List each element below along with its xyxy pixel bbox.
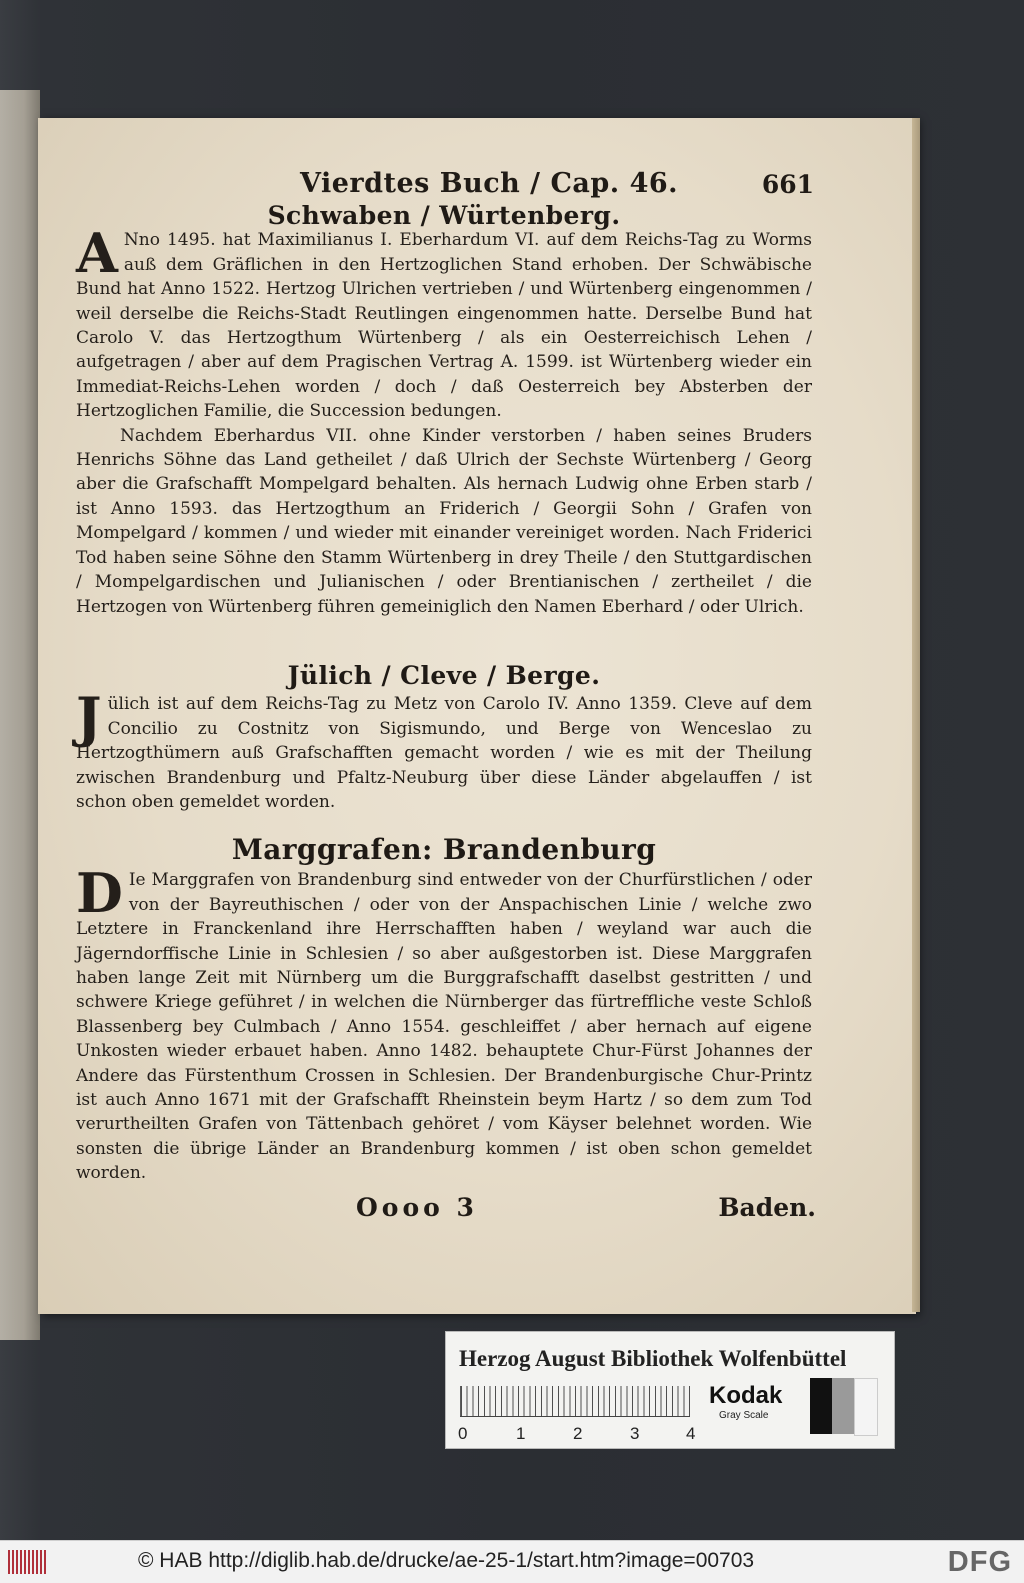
page-edge xyxy=(912,118,920,1312)
page-footer xyxy=(76,1193,816,1227)
ruler-label: 0 xyxy=(458,1424,468,1443)
gray-patch-mid xyxy=(832,1378,854,1434)
ruler-label: 2 xyxy=(573,1424,583,1443)
ruler-label: 1 xyxy=(516,1424,526,1443)
scale-ruler xyxy=(460,1386,691,1416)
ruler-label: 4 xyxy=(686,1424,696,1443)
gray-scale-label: Gray Scale xyxy=(719,1410,769,1421)
viewer-footer-bar xyxy=(0,1540,1024,1583)
section-brandenburg xyxy=(76,833,812,1186)
signature-mark: Oooo 3 xyxy=(356,1193,478,1222)
ruler-baseline xyxy=(460,1416,690,1417)
section-heading: Marggrafen: Brandenburg xyxy=(231,833,657,866)
section-schwaben xyxy=(76,201,812,619)
gray-patch-white xyxy=(854,1378,878,1436)
section-juelich xyxy=(76,661,812,814)
color-calibration-card xyxy=(445,1331,895,1449)
dfg-logo: DFG xyxy=(947,1546,1012,1578)
section-heading: Jülich / Cleve / Berge. xyxy=(287,661,601,690)
section-heading: Schwaben / Würtenberg. xyxy=(267,201,621,230)
paragraph: ANno 1495. hat Maximilianus I. Eberhardum VI. auf dem Reichs-Tag zu Worms auß dem Gräflichen in den Hertzoglichen Stand erhoben. Der Schwäbische Bund hat Anno 1522. Hertzog Ulrichen vertrieben / und Würtenberg eingenommen / weil derselbe die Reichs-Stadt Reutlingen eingenommen hatte. Derselbe Bund hat Carolo V. das Hertzogthum Würtenberg / als ein Oesterreichisch Lehen / aufgetragen / aber auf dem Pragischen Vertrag A. 1599. ist Würtenberg wieder ein Immediat-Reichs-Lehen worden / doch / daß Oesterreich bey Absterben der Hertzoglichen Familie, die Succession bedungen. xyxy=(76,221,812,422)
paragraph: DIe Marggrafen von Brandenburg sind entweder von der Churfürstlichen / oder von der Bayreuthischen / oder von der Anspachischen Linie / welche zwo Letztere in Franckenland ihre Herrschafften haben / weyland war auch die Jägerndorffische Linie in Schlesien / so aber außgestorben ist. Diese Marggrafen haben lange Zeit mit Nürnberg um die Burggrafschafft daselbst gestritten / und schwere Kriege geführet / in welchen die Nürnberger das fürtreffliche veste Schloß Blassenberg bey Culmbach / Anno 1554. geschleiffet / aber hernach auf eigene Unkosten wieder erbauet haben. Anno 1482. behauptete Chur-Fürst Johannes der Andere das Fürstenthum Crossen in Schlesien. Der Brandenburgische Chur-Printz ist auch Anno 1671 mit der Grafschafft Rheinstein beym Hartz / so dem zum Tod verurtheilten Grafen von Tättenbach gehöret / vom Käyser belehnet worden. Wie sonsten die übrige Länder an Brandenburg kommen / ist oben schon gemeldet worden. xyxy=(76,861,812,1184)
copyright-link[interactable]: © HAB http://diglib.hab.de/drucke/ae-25-1/start.htm?image=00703 xyxy=(138,1549,755,1572)
barcode-icon xyxy=(8,1550,48,1574)
paragraph: Jülich ist auf dem Reichs-Tag zu Metz von Carolo IV. Anno 1359. Cleve auf dem Concilio zu Costnitz von Sigismundo, und Berge von Wenceslao zu Hertzogthümern auß Grafschafften gemacht worden / wie es mit der Theilung zwischen Brandenburg und Pfaltz-Neuburg über diese Länder abgelauffen / ist schon oben gemeldet worden. xyxy=(76,685,812,813)
catchword: Baden. xyxy=(718,1193,816,1222)
gray-patch-black xyxy=(810,1378,832,1434)
kodak-logo: Kodak xyxy=(709,1382,783,1409)
library-name: Herzog August Bibliothek Wolfenbüttel xyxy=(459,1346,847,1371)
page-number: 661 xyxy=(761,170,814,199)
running-head-title: Vierdtes Buch / Cap. 46. xyxy=(300,168,679,199)
previous-page-edge xyxy=(0,90,40,1340)
paragraph: Nachdem Eberhardus VII. ohne Kinder verstorben / haben seines Bruders Henrichs Söhne das Land getheilet / daß Ulrich der Sechste Würtenberg / Georg aber die Grafschafft Mompelgard behalten. Als hernach Ludwig ohne Erben starb / ist Anno 1593. das Hertzogthum an Friderich / Georgii Sohn / Grafen von Mompelgard / kommen / und wieder mit einander vereiniget worden. Nach Friderici Tod haben seine Söhne den Stamm Würtenberg in drey Theile / den Stuttgardischen / Mompelgardischen und Julianischen / oder Brentianischen / zertheilet / die Hertzogen von Würtenberg führen gemeiniglich den Namen Eberhard / oder Ulrich. xyxy=(76,425,812,617)
ruler-label: 3 xyxy=(630,1424,640,1443)
